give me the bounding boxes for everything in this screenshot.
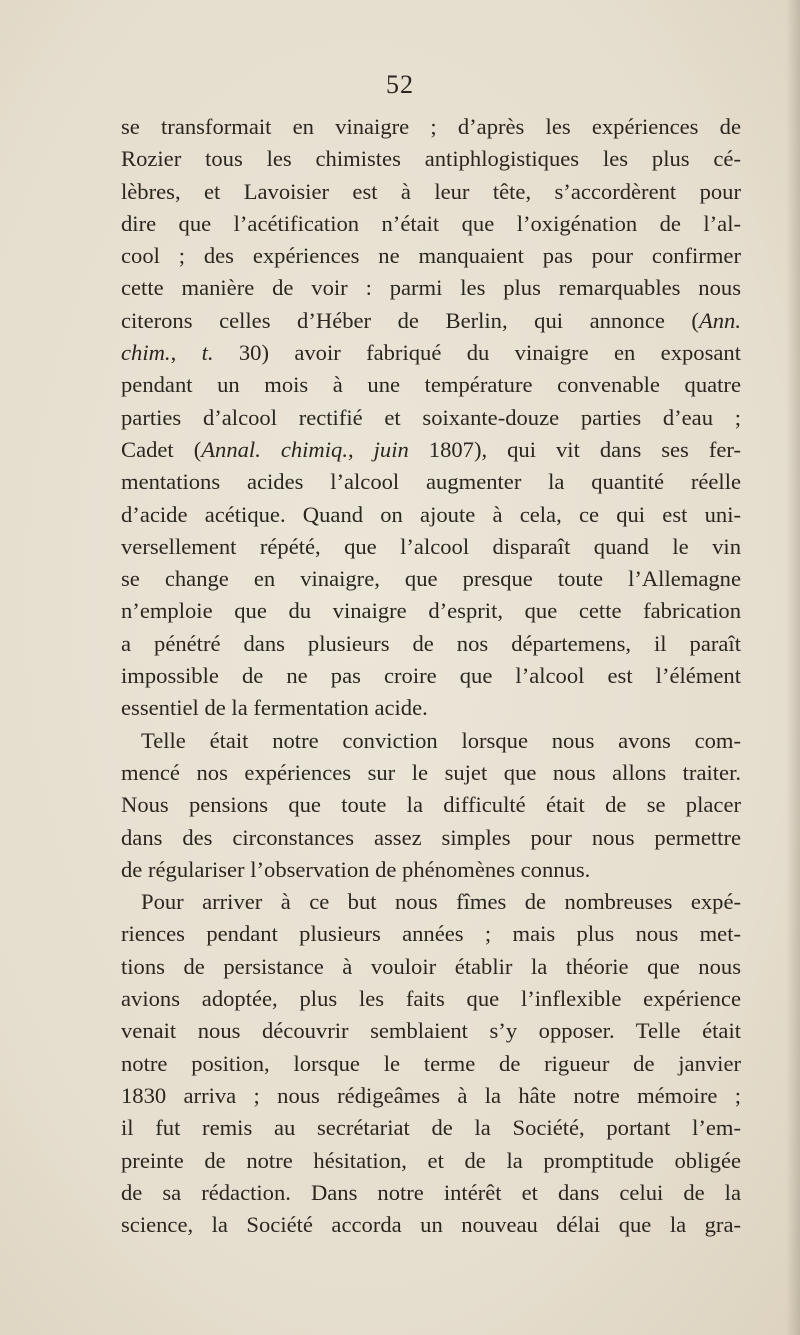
text-line: essentiel de la fermentation acide. <box>121 695 428 721</box>
text-line: mentations acides l’alcool augmenter la quantité réelle <box>121 469 741 495</box>
text-line: dire que l’acétification n’était que l’oxigénation de l’al- <box>121 210 741 236</box>
text-line: notre position, lorsque le terme de rigueur de janvier <box>121 1050 741 1076</box>
page-number: 52 <box>386 70 414 99</box>
body-text <box>121 111 741 1241</box>
text-line: science, la Société accorda un nouveau délai que la gra- <box>121 1212 741 1238</box>
text-line: se change en vinaigre, que presque toute l’Allemagne <box>121 566 741 592</box>
text-line: Telle était notre conviction lorsque nous avons com- <box>141 727 741 753</box>
text-line: cool ; des expériences ne manquaient pas pour confirmer <box>121 243 741 269</box>
text-line: se transformait en vinaigre ; d’après les expériences de <box>121 114 741 139</box>
text-line: il fut remis au secrétariat de la Société, portant l’em- <box>121 1115 741 1141</box>
text-line: chim., t. 30) avoir fabriqué du vinaigre en exposant <box>121 340 741 366</box>
text-line: avions adoptée, plus les faits que l’inflexible expérience <box>121 986 741 1012</box>
text-line: cette manière de voir : parmi les plus remarquables nous <box>121 275 741 301</box>
text-line: citerons celles d’Héber de Berlin, qui annonce (Ann. <box>121 307 741 333</box>
text-line: n’emploie que du vinaigre d’esprit, que cette fabrication <box>121 598 741 624</box>
text-line: Cadet (Annal. chimiq., juin 1807), qui vit dans ses fer- <box>121 436 741 462</box>
page-edge-shadow <box>786 0 800 1335</box>
text-line: venait nous découvrir semblaient s’y opposer. Telle était <box>121 1018 741 1044</box>
text-line: dans des circonstances assez simples pour nous permettre <box>121 824 741 850</box>
text-line: Pour arriver à ce but nous fîmes de nombreuses expé- <box>141 889 741 915</box>
text-line: Rozier tous les chimistes antiphlogistiques les plus cé- <box>121 146 741 172</box>
text-line: de sa rédaction. Dans notre intérêt et dans celui de la <box>121 1179 741 1205</box>
text-line: de régulariser l’observation de phénomènes connus. <box>121 856 591 882</box>
text-line: 1830 arriva ; nous rédigeâmes à la hâte notre mémoire ; <box>121 1082 741 1108</box>
text-line: a pénétré dans plusieurs de nos départemens, il paraît <box>121 630 741 656</box>
text-line: mencé nos expériences sur le sujet que nous allons traiter. <box>121 759 741 785</box>
text-line: riences pendant plusieurs années ; mais plus nous met- <box>121 921 741 947</box>
text-line: preinte de notre hésitation, et de la promptitude obligée <box>121 1147 741 1173</box>
text-line: tions de persistance à vouloir établir la théorie que nous <box>121 953 741 979</box>
text-line: versellement répété, que l’alcool disparaît quand le vin <box>121 533 741 559</box>
text-line: pendant un mois à une température convenable quatre <box>121 372 741 398</box>
text-line: impossible de ne pas croire que l’alcool est l’élément <box>121 663 741 689</box>
text-line: d’acide acétique. Quand on ajoute à cela, ce qui est uni- <box>121 501 741 527</box>
text-line: lèbres, et Lavoisier est à leur tête, s’accordèrent pour <box>121 178 741 204</box>
text-line: Nous pensions que toute la difficulté était de se placer <box>121 792 741 818</box>
text-line: parties d’alcool rectifié et soixante-douze parties d’eau ; <box>121 404 741 430</box>
